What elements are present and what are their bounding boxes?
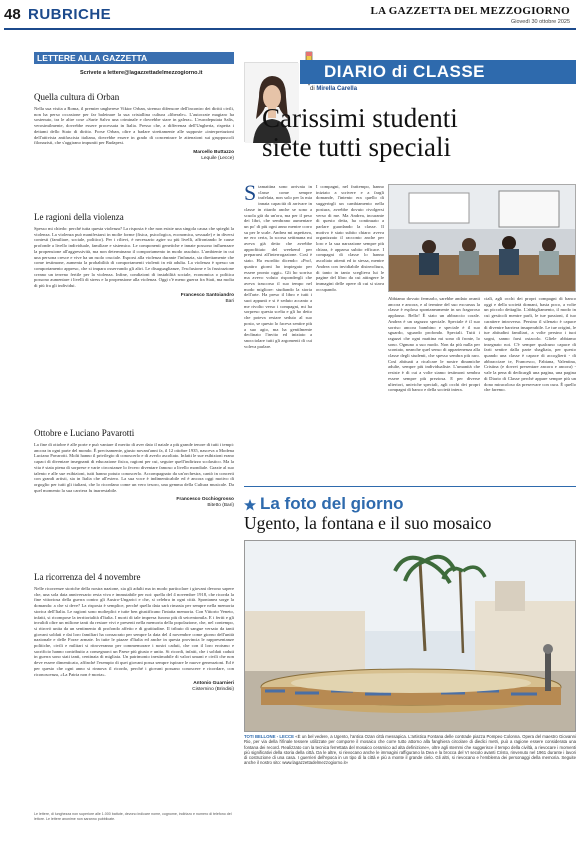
letter-author: Marcello Buttazzo [193,149,234,155]
letter-4 [34,572,234,693]
article-title-line-2: siete tutti speciali [262,132,451,162]
foto-rule [244,486,576,487]
section-title: RUBRICHE [28,6,112,23]
article-column-3: Abbiamo dovuto fermarlo, sarebbe andato avanti ancora e ancora, e al termine del suo excursus la classe è esplosa spontaneamente in un fragoroso applauso. Bello! È stato un abbraccio corale. Andrea è un ragazzo speciale. Speciale è il suo sorriso ancora bambino e speciale è il suo sguardo, sguardo profondo. Speciali. Tutti i ragazzi che ogni mattina mi sono di fronte, lo sono. Ognuno a suo modo. Non da più nulla per scontato, neanche quel senso di appartenenza alla classe degli studenti, che spesso sembra più raro. Così abituati a ricalcare le nostre dinamiche adulte, sempre più individualiste. L'umanità che resiste è di cui a volte siamo testimoni sembra essere sempre più preziosa. E per diverse ulteriori, univiche speciali, agli occhi dei propri compagni di banco e della società intera. [388,296,480,393]
letter-title: La ricorrenza del 4 novembre [34,572,141,582]
foto-title: Ugento, la fontana e il suo mosaico [244,513,492,533]
letter-author: Francesco Santoiandro [180,292,234,298]
letter-title: Ottobre e Luciano Pavarotti [34,428,135,438]
classroom-photo [388,184,576,292]
author-name: Mirella Carella [316,86,358,92]
page-number: 48 [4,6,21,23]
letter-2 [34,212,234,305]
letter-location: Cisternino (Brindisi) [192,687,234,693]
letter-title: Le ragioni della violenza [34,212,124,222]
foto-label: La foto del giorno [260,494,404,513]
letter-location: Lequile (Lecce) [201,155,234,161]
letter-body: La fine di ottobre è alle porte e può vantare il merito di aver dato il natale a più grande tenore di tutti i tempi: ancora in ogni parte del mondo. È precisamente, giusto novant'anni fa, il 12 ottobre 1935, nasceva a Modena Luciano Pavarotti. Molti hanno il privilegio di conoscerlo e di averlo ascoltato. Infatti le sue esibizioni erano capaci di diventare insegnanti di educazione fisica, ragioni per cui, seguire quell'indirizzo scolastico. Ma la vita è stata piena di sorprese e varie circostanze lo fecero diventare famoso a livello mondiale. Grazie al suo talento e alle sue esibizioni, tutti hanno potuto conoscerlo. Accompagnato da un'orchestra, cantò in concerti con grandi artisti, sia in Italia che all'estero. La sua voce è indimenticabile ed è ancora oggi motivo di orgoglio per tutti gli italiani, che lo ricordano come un vero tesoro, una gemma della Cultura musicale. Da quel momento la sua carriera fu inarrestabile. [34,442,235,493]
article-column-4: cialì, agli occhi dei propri compagni di banco oggi e della società domani, basta poco, a volte un piccolo dettaglio. L'abbigliamento, il modo in cui gesticoli mentre parli, le tue passioni, il tuo carattere introverso. Persino il silenzio è capace di divenire barriera insuperabile. Le tue origini, le tue abitudini familiari, a volte persino i tuoi sogni, sanno farsi ostacolo. Gliele abbiamo insegnato noi. C'è sempre qualcuno capace di farti sentire dalla parte sbagliata, per questo quando una classe è capace di accoglierti - di abbracciare te, Francesco, Fabiana, Valentina, Cristina (e dovrei presentare ancora e ancora) - vale la pena di dedicargli una pagina, una pagina di Diario di Classe perché appare sempre più un dono miracoloso da preservare con cura. È quello che faremo. [484,296,576,393]
letter-author: Antonio Guarnieri [193,681,234,687]
letter-signature [34,497,234,509]
article-column-2: I compagni, nel frattempo, hanno iniziato a scrivere e a fargli domande, l'intento era quello di suggerirgli un cambiamento nella postura, avrebbe dovuto rivolgersi verso di me. Ma Andrea, incurante di questo detta, ha continuato a parlare guardando la classe. Il motivo è stato subito chiaro: aveva organizzato il racconto anche per loro e la sua narrazione sempre più chiara, è apparsa subito efficace. I compagni di classe lo hanno ascoltato attenti ed io stessa, mentre Andrea con invidiabile disinvoltura, di tanto in tanto sceglieva lui le pagine del libro da cui attingere le immagini delle opere di cui si stava occupando. [316,184,384,292]
letters-footnote: Le lettere, di lunghezza non superiore alle 1.000 battute, devono indicare nome, cognome, indirizzo e numero di telefono del lettore. Le lettere anonime non saranno pubblicate. [34,812,232,821]
foto-caption [244,734,576,766]
caption-text: «È un bel vedere, a Ugento, l'antica Ozan città messapica. L'artistica Fontana delle contrade piazza Pompeo Colonna. Opera del maestro Giovanni Rio, per via della l'ifinale tessere utilizzate per comporre il mosaico che corre tutto attorno alla fanghiera circolare di diedici metri, può a ragione essere considerata una fontana dei record. Realizzato con la tecnica ferrettata del mosaico ceramico ad alta definizione», oltre agli stemmi che suggerisce il tempo della civiltà, a rievocare i momenti più significativi della storia della città. Da le altre, si rievocano anche le immagini raffigurano la Dea e la brocca del VI secolo avanti Cristo, rinvenuto nel 1961 durante i lavori di costruzione di una casa. I guerrieri dell'epoca in un tipo di la città e più a monte il grande cielo. Gli altri, si rievocano e l'emblema dei personaggi della memoria. Seguite anche il nostro sito: www.lagazzettadelmezzogiorno.it» [244,734,576,766]
letter-body: Nella sua visita a Roma, il premier ungherese Viktor Orban, strenuo difensore dell'incontro dei diritti civili, non ha perso occasione per far baleinare la sua cristallina cultura «liberale». L'autocrate magiaro ha sostenuto, tra le altre cose «Sarte Salvo una criminale e dovrebbe stare in galera». L'eurodeputata Salis, verosimilmente, dovrebbe essere processata in Italia. Presso che, a differenza dell'Ungheria, rispetta i dettami dello Stato di diritto. Forse Orban, oltre a badare strettamente alle supposte «interpretazioni dell'attivista antifascista italiana, dovrebbe essere in grado di concentrare le attenzioni sui gruppuscoli filonazisti, che s'aggirano impuniti per Budapest. [34,106,234,146]
column-author [310,86,357,92]
article-title-line-1: Carissimi studenti [262,103,458,133]
letter-title: Quella cultura di Orban [34,92,120,102]
letter-author: Francesco Occhiogrosso [176,497,234,503]
classroom-image [389,185,576,292]
column-name: DIARIO di CLASSE [300,60,576,84]
article-dropcap: S [244,184,257,205]
caption-location: TOTI BELLONE - LECCE [244,734,294,739]
author-prefix: di [310,86,315,92]
letter-body: Nelle ricorrenze storiche della nostra nazione, sia gli adulti ma in modo particolare i giovani devono sapere che, una sola data anniversario resta viva e immutabile per noi: quella del 4 novembre 1918, che ricorda la fine vittoriosa della guerra contro gli Austro-Ungarici e che, si celebra in ogni città. Spontanea sorge la domanda: a che si deve? La risposta è semplice, perché quella data sarà rimasta per sempre nella memoria storica dell'Italia. Le ragioni sono molteplici e tutte ben giustificano l'intatta memoria. Con Vittorio Veneto, infatti, si ricompose la territorialità d'Italia. I morti di tale impresa furono più di seicentomila. E i feriti e gli invalidi oltre un milione tanti da restare vivi e presenti nella memoria della popolazione, che, nel contempo, si ritrovò unita da un sentimento di profondo affetto e di gratitudine. Il tributo di sangue versato da tanti giovani soldati e dai loro familiari ha consacrato per sempre la data del 4 novembre come giorno dell'unità nazionale e delle Forze armate. In tutte le piazze d'Italia ed anche in questa provincia le rappresentanze politiche, civili e militari si ritroveranno per commemorare i nostri caduti, che con il loro eroismo e sacrificio hanno contribuito a consegnarci un Paese più giusto e unito. Si ricordi, infatti, che i soldati caduti in guerra sono stati tanti, centinaia di migliaia. Un patrimonio inestimabile di valori umani e civili che non deve essere dimenticato, affinché l'esempio di quei giovani possa sempre ispirare le nuove generazioni. Ed è per questo che ogni anno si rinnova il ricordo, perché i giovani possano conoscere e ricordare, con riconoscenza, «La Patria non è morta». [34,586,234,677]
fountain-image [245,541,576,732]
letter-location: Bari [225,298,234,304]
letters-write-to[interactable]: Scrivete a lettere@lagazzettadelmezzogiorno.it [80,70,203,76]
letter-3 [34,428,234,509]
letter-1 [34,92,234,162]
letter-body: Spesso mi chiedo: perché tutta questa violenza? La risposta è che non esiste una singola causa che spieghi la violenza. La violenza può manifestarsi in molte forme (fisica, psicologica, economica, sessuale) e in diversi contesti (familiare, sociale, politico). Per i rilievi, è necessario agire su più livelli, affrontando le cause profonde a livello individuale, familiare e sistemico. Le componenti genetiche e innate possono influenzare la propensione all'aggressività, ma non determinano il comportamento in modo assoluto. L'ambiente in cui una persona cresce e vive ha un ruolo cruciale. Esporsi alla violenza durante l'infanzia, sia direttamente che come testimone, aumenta la probabilità di comportamenti violenti in età adulta. La violenza è spesso un comportamento appreso, che si impara osservando gli altri. Le disuguaglianze, l'esclusione e la frustrazione creano un terreno fertile per la violenza. Infine, condizioni di instabilità sociale, economica o politica possono aumentare i livelli di stress e la propensione alla violenza. Oggi c'è meno guerra fra Stati, ma molta di più fra gli individui. [34,226,234,289]
letter-location: Bitetto (Bari) [207,503,234,509]
fountain-photo [244,540,576,732]
star-icon [244,498,256,510]
letter-signature [34,681,234,693]
letter-signature [34,293,234,305]
issue-date: Giovedì 30 ottobre 2025 [510,19,570,25]
article-title [262,104,576,162]
article-text-1: tamattina sono arrivata in classe come sempre trafelata, non solo per la mia innata capacità di arrivare in classe in ritardo anche se sono a scuola già da un'ora, ma per il peso dei libri, che sembrano aumentare un po' di più ogni anno mentre corro su per le scale. Andrea mi aspettava, ne ero certa, la scorsa settimana mi aveva già detto che avrebbe approfittato del weekend per prepararsi all'interrogazione. Così è stato. Ha esordito dicendo: «Prof, quattro giorni ho impiegato per essere pronto oggi». Gli ho sorriso ma avevo voluto rispondergli che aveva trascorso il suo tempo nel modo migliore: studiando la storia dell'arte. Ha preso il libro e tutti i suoi appunti e si è seduto accanto a me rivolto verso i compagni, mi ha sorpreso questa scelta e gli ho detto che poteva restare seduto al suo posto, se questo lo faceva sentire più a suo agio, ma ha gentilmente declinato l'invito ed iniziato a snocciolare tutti gli argomenti di cui voleva parlare. [244,184,312,349]
letters-heading: LETTERE ALLA GAZZETTA [34,52,234,64]
letter-signature [34,150,234,162]
article-column-1 [244,184,312,484]
masthead: LA GAZZETTA DEL MEZZOGIORNO [370,5,570,17]
header-rule [4,28,576,30]
